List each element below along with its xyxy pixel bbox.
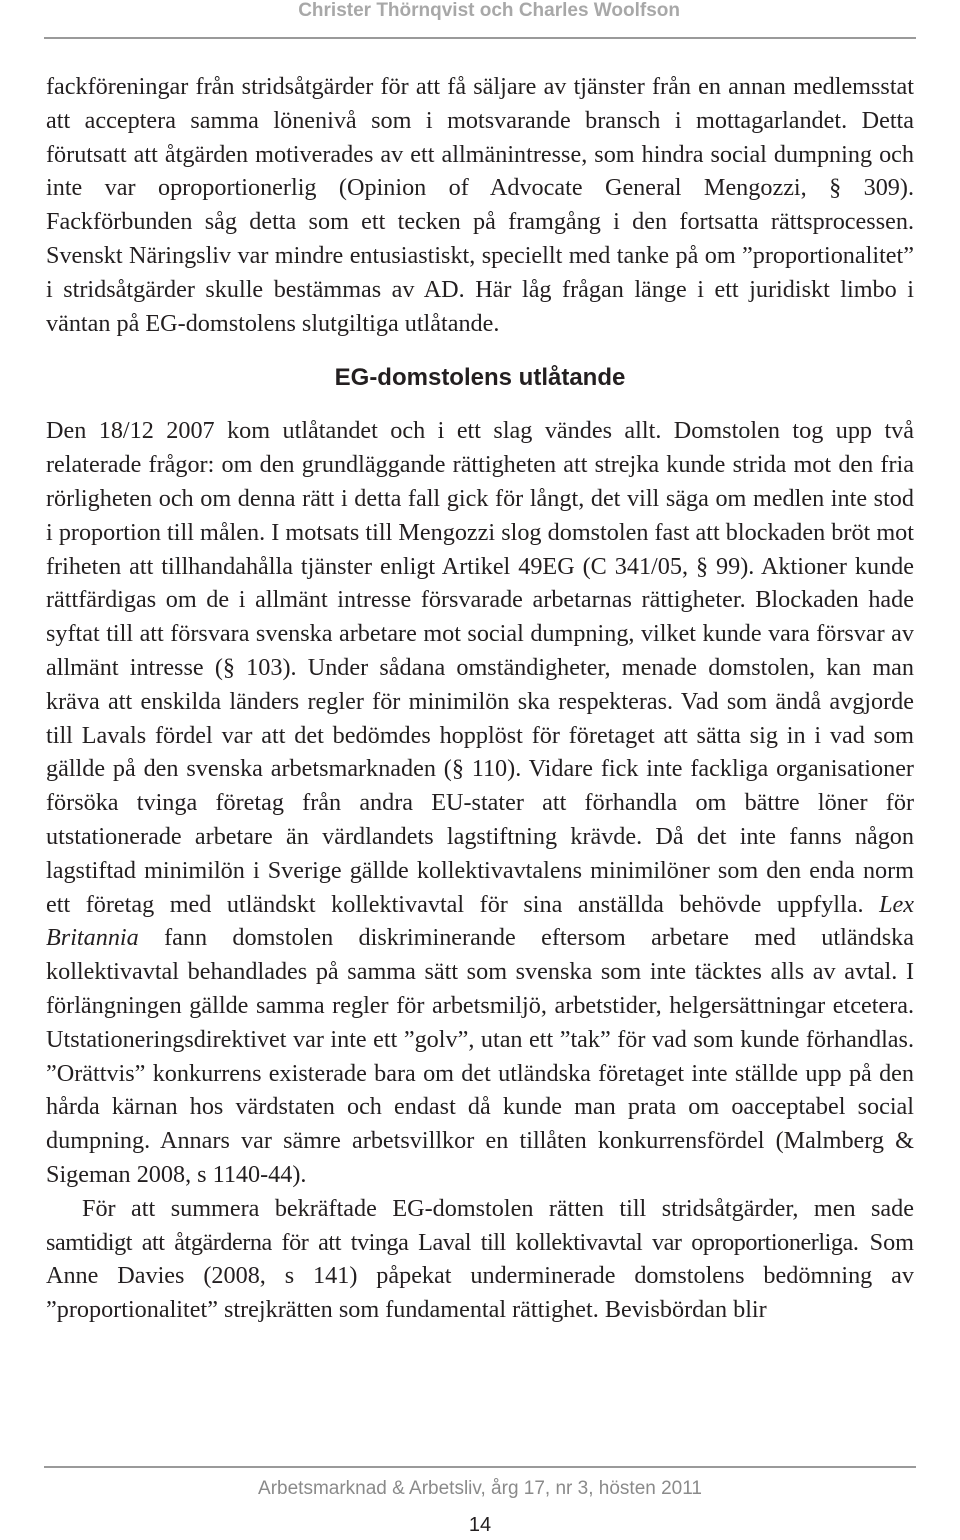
page-number: 14 (468, 1514, 492, 1536)
footer-journal-text: Arbetsmarknad & Arbetsliv, årg 17, nr 3, hösten 2011 (258, 1478, 702, 1499)
paragraph-summary-rest: Som Anne Davies (2008, s 141) påpekat underminerade domstolens bedömning av ”proportionalitet” strejkrätten som fundamental rättighet. Bevisbördan blir (46, 1228, 914, 1324)
paragraph-summary-line-2: samtidigt att åtgärderna för att tvinga Laval till kollektivavtal var oproportionerliga. (46, 1228, 859, 1256)
article-body (46, 70, 914, 1327)
italic-case-name: Lex Britannia (46, 890, 914, 952)
running-head: Christer Thörnqvist och Charles Woolfson (298, 0, 680, 21)
header-rule (44, 37, 916, 39)
paragraph-intro: fackföreningar från stridsåtgärder för att få säljare av tjänster från en annan medlemsstat att acceptera samma lönenivå som i motsvarande bransch i mottagarlandet. Detta förutsatt att åtgärden motiverades av ett allmänintresse, som hindra social dumpning och inte var oproportionerlig (Opinion of Advocate General Mengozzi, § 309). Fackförbunden såg detta som ett tecken på framgång i den fortsatta rättsprocessen. Svenskt Näringsliv var mindre entusiastiskt, speciellt med tanke på om ”proportionalitet” i stridsåtgärder skulle bestämmas av AD. Här låg frågan länge i ett juridiskt limbo i väntan på EG-domstolens slutgiltiga utlåtande. (46, 73, 914, 337)
paragraph-ruling-text-a: Den 18/12 2007 kom utlåtandet och i ett slag vändes allt. Domstolen tog upp två relaterade frågor: om den grundläggande rättigheten att strejka kunde strida mot den fria rörligheten och om denna rätt i detta fall gick för långt, det vill säga om medlen inte stod i proportion till målen. I motsats till Mengozzi slog domstolen fast att blockaden bröt mot friheten att tillhandahålla tjänster enligt Artikel 49EG (C 341/05, § 99). Aktioner kunde rättfärdigas om de i allmänt intresse försvarade arbetarnas rättigheter. Blockaden hade syftat till att försvara svenska arbetare mot social dumpning, vilket kunde vara försvar av allmänt intresse (§ 103). Under sådana omständigheter, menade domstolen, kan man kräva att enskilda länders regler för minimilön ska respekteras. Vad som ändå avgjorde till Lavals fördel var att det bedömdes hopplöst för företaget att sätta sig in i vad som gällde på den svenska arbetsmarknaden (§ 110). Vidare fick inte fackliga organisationer försöka tvinga företag från andra EU-stater att förhandla om bättre löner för utstationerade arbetare än värdlandets lagstiftning krävde. Då det inte fanns någon lagstiftad minimilön i Sverige gällde kollektivavtalens minimilöner som den enda norm ett företag med utländskt kollektivavtal för sina anställda behövde uppfylla. (46, 417, 914, 918)
paragraph-summary (46, 1192, 914, 1327)
paragraph-summary-line-1: För att summera bekräftade EG-domstolen rätten till stridsåtgärder, men sade (82, 1194, 914, 1222)
paragraph-ruling-text-b: fann domstolen diskriminerande eftersom arbetare med utländska kollektivavtal behandlades på samma sätt som svenska som inte täcktes alls av avtal. I förlängningen gällde samma regler för arbetsmiljö, arbetstider, helgersättningar etcetera. Utstationeringsdirektivet var inte ett ”golv”, utan ett ”tak” för vad som kunde förhandlas. ”Orättvis” konkurrens existerade bara om det utländska företaget inte ställde upp på den hårda kärnan hos värdstaten och endast då kunde man prata om oacceptabel social dumpning. Annars var sämre arbetsvillkor en tillåten konkurrensfördel (Malmberg & Sigeman 2008, s 1140-44). (46, 924, 914, 1188)
footer-rule (44, 1466, 916, 1468)
section-heading: EG-domstolens utlåtande (334, 364, 626, 392)
paragraph-ruling (46, 414, 914, 1191)
footer-journal-info (0, 1478, 960, 1500)
